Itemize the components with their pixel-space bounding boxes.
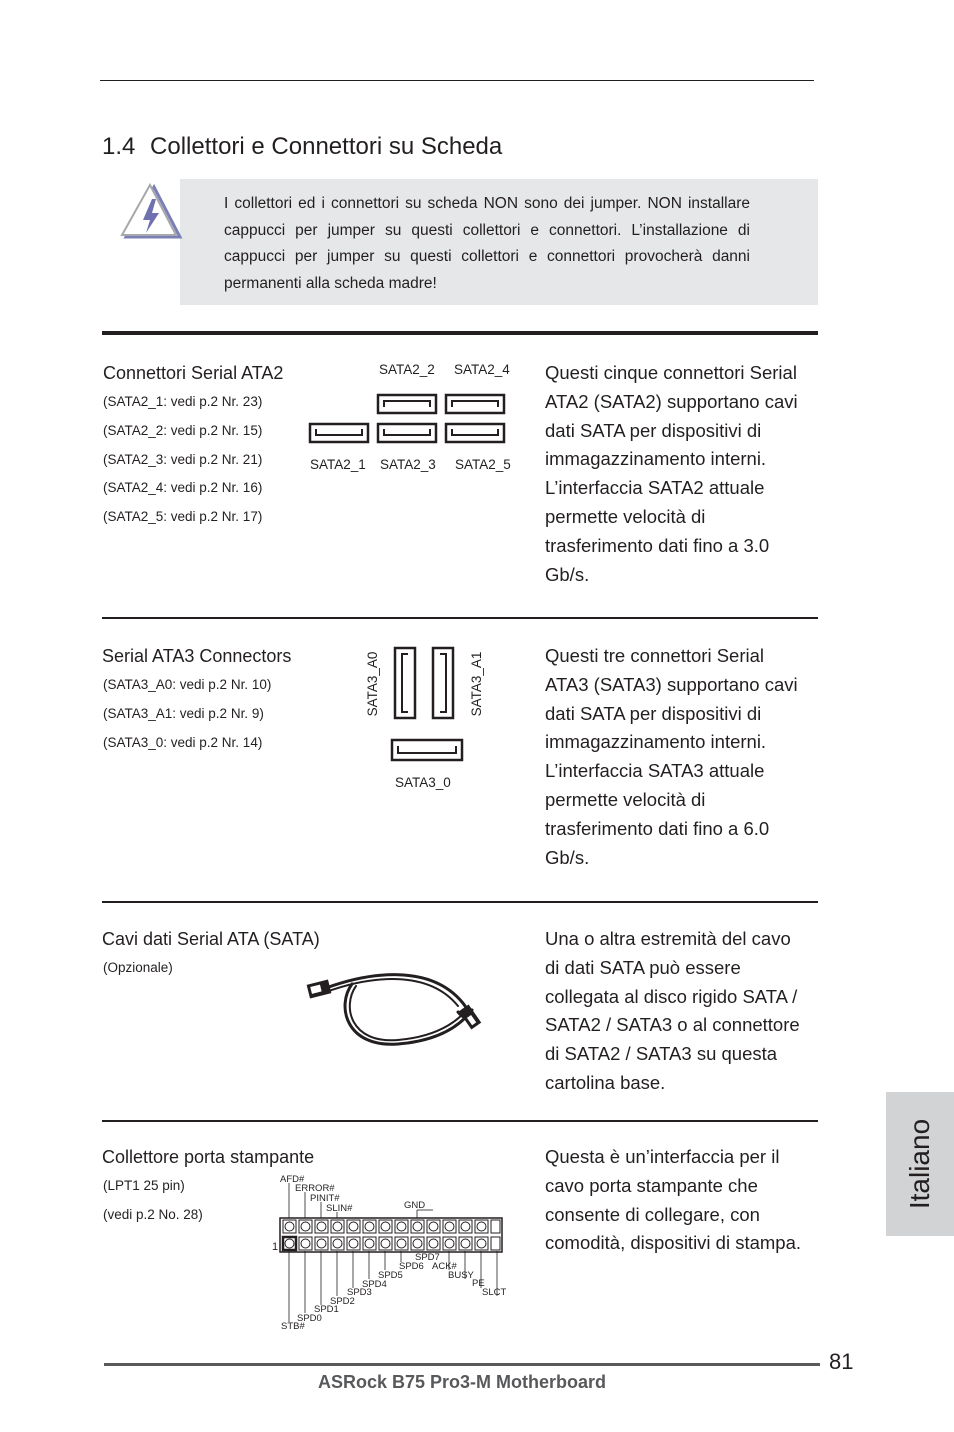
cable-description xyxy=(545,925,815,1098)
cable-left-plug xyxy=(307,980,332,999)
lpt-ref-2: (vedi p.2 No. 28) xyxy=(103,1207,203,1222)
pin-label-stb: STB# xyxy=(281,1321,305,1332)
sata3-a1-connector xyxy=(433,648,453,718)
pin-label-ack: ACK# xyxy=(432,1261,457,1272)
sata2-2-label: SATA2_2 xyxy=(379,362,435,377)
lpt-pin-row-bottom xyxy=(283,1237,500,1250)
sata2-desc-line: immagazzinamento interni. xyxy=(545,448,767,470)
sata2-ref-4: (SATA2_4: vedi p.2 Nr. 16) xyxy=(103,480,263,495)
sata3-0-connector xyxy=(392,740,462,760)
sata2-desc-line: permette velocità di xyxy=(545,505,706,527)
sata3-connectors-diagram xyxy=(362,644,492,794)
pin-label-spd5: SPD5 xyxy=(378,1270,403,1281)
pin-label-spd2: SPD2 xyxy=(330,1296,355,1307)
sata2-ref-1: (SATA2_1: vedi p.2 Nr. 23) xyxy=(103,394,263,409)
sata3-title: Serial ATA3 Connectors xyxy=(102,646,292,666)
footer-product-name: ASRock B75 Pro3-M Motherboard xyxy=(318,1372,607,1392)
pin-label-gnd: GND xyxy=(404,1200,426,1211)
section-title: Collettori e Connettori su Scheda xyxy=(150,133,503,160)
section-divider xyxy=(102,1120,818,1122)
sata3-desc-line: immagazzinamento interni. xyxy=(545,731,767,753)
sata2-connectors-diagram xyxy=(308,392,508,448)
pin-label-spd1: SPD1 xyxy=(314,1304,339,1315)
sata3-desc-line: permette velocità di xyxy=(545,788,706,810)
sata2-4-connector xyxy=(446,395,504,413)
pin-label-busy: BUSY xyxy=(448,1270,474,1281)
sata2-desc-line: Questi cinque connettori Serial xyxy=(545,362,797,383)
pin-label-spd6: SPD6 xyxy=(399,1261,424,1272)
pin-label-spd7: SPD7 xyxy=(415,1252,440,1263)
cable-desc-line: di dati SATA può essere xyxy=(545,956,741,978)
sata2-title: Connettori Serial ATA2 xyxy=(103,363,284,383)
pin-label-error: ERROR# xyxy=(295,1183,335,1194)
warning-icon xyxy=(120,183,184,243)
sata2-ref-3: (SATA2_3: vedi p.2 Nr. 21) xyxy=(103,452,263,467)
sata2-desc-line: L’interfaccia SATA2 attuale xyxy=(545,477,765,499)
sata2-ref-5: (SATA2_5: vedi p.2 Nr. 17) xyxy=(103,509,263,524)
sata2-description xyxy=(545,359,815,589)
sata2-ref-2: (SATA2_2: vedi p.2 Nr. 15) xyxy=(103,423,263,438)
sata3-a1-label: SATA3_A1 xyxy=(469,651,484,717)
cable-desc-line: cartolina base. xyxy=(545,1071,666,1093)
sata3-a0-label: SATA3_A0 xyxy=(365,651,380,717)
pin-label-spd0: SPD0 xyxy=(297,1313,322,1324)
sata3-desc-line: Gb/s. xyxy=(545,846,590,868)
section-divider xyxy=(102,617,818,619)
lpt-description xyxy=(545,1143,825,1258)
sata3-ref-2: (SATA3_A1: vedi p.2 Nr. 9) xyxy=(103,706,264,721)
page-number: 81 xyxy=(829,1349,854,1374)
section-heading xyxy=(102,133,510,161)
lpt-pin-row-top xyxy=(283,1220,500,1233)
sata-cable-illustration xyxy=(300,966,495,1050)
cable-desc-line: Una o altra estremità del cavo xyxy=(545,928,791,949)
section-divider xyxy=(102,901,818,903)
pin-label-pe: PE xyxy=(472,1278,485,1289)
lpt-desc-line: comodità, dispositivi di stampa. xyxy=(545,1232,802,1254)
cable-desc-line: SATA2 / SATA3 o al connettore xyxy=(545,1014,800,1036)
lpt-ref-1: (LPT1 25 pin) xyxy=(103,1178,185,1193)
sata2-desc-line: Gb/s. xyxy=(545,563,590,585)
sata3-desc-line: trasferimento dati fino a 6.0 xyxy=(545,817,770,839)
lpt-title: Collettore porta stampante xyxy=(102,1147,315,1167)
cable-desc-line: collegata al disco rigido SATA / xyxy=(545,985,798,1007)
sata3-desc-line: L’interfaccia SATA3 attuale xyxy=(545,760,765,782)
pin-label-spd3: SPD3 xyxy=(347,1287,372,1298)
pin-label-spd4: SPD4 xyxy=(362,1279,387,1290)
sata2-2-connector xyxy=(378,395,436,413)
lpt-desc-line: cavo porta stampante che xyxy=(545,1174,758,1196)
sata2-1-label: SATA2_1 xyxy=(310,457,366,472)
pin-label-pinit: PINIT# xyxy=(310,1193,340,1204)
sata2-desc-line: dati SATA per dispositivi di xyxy=(545,419,762,441)
sata2-desc-line: trasferimento dati fino a 3.0 xyxy=(545,534,770,556)
sata3-ref-1: (SATA3_A0: vedi p.2 Nr. 10) xyxy=(103,677,272,692)
cable-desc-line: di SATA2 / SATA3 su questa xyxy=(545,1043,778,1065)
lpt-desc-line: consente di collegare, con xyxy=(545,1203,760,1225)
lpt-desc-line: Questa è un’interfaccia per il xyxy=(545,1146,780,1167)
warning-note-text: I collettori ed i connettori su scheda NON sono dei jumper. NON installare cappucci per jumper su questi collettori e connettori. L’installazione di cappucci per jumper su questi collettori e connettori provocherà danni permanenti alla scheda madre! xyxy=(224,195,750,292)
language-side-tab xyxy=(886,1092,954,1236)
footer-rule xyxy=(104,1363,820,1366)
sata2-3-connector xyxy=(378,424,436,442)
sata3-desc-line: ATA3 (SATA3) supportano cavi xyxy=(545,673,798,695)
pin-label-slct: SLCT xyxy=(482,1287,507,1298)
sata3-description xyxy=(545,642,815,872)
sata3-ref-3: (SATA3_0: vedi p.2 Nr. 14) xyxy=(103,735,263,750)
pin1-marker: 1 xyxy=(272,1241,279,1253)
top-rule xyxy=(100,80,814,81)
pin-label-slin: SLIN# xyxy=(326,1203,353,1214)
cable-title: Cavi dati Serial ATA (SATA) xyxy=(102,929,320,949)
pin-label-afd: AFD# xyxy=(280,1174,305,1185)
sata2-5-connector xyxy=(446,424,504,442)
sata2-3-label: SATA2_3 xyxy=(380,457,436,472)
cable-ref: (Opzionale) xyxy=(103,960,173,975)
sata2-1-connector xyxy=(310,424,368,442)
lpt-header-diagram xyxy=(268,1170,513,1332)
sata2-desc-line: ATA2 (SATA2) supportano cavi xyxy=(545,390,798,412)
sata3-desc-line: Questi tre connettori Serial xyxy=(545,645,765,666)
sata2-5-label: SATA2_5 xyxy=(455,457,511,472)
section-divider-thick xyxy=(102,331,818,335)
sata2-4-label: SATA2_4 xyxy=(454,362,510,377)
sata3-desc-line: dati SATA per dispositivi di xyxy=(545,702,762,724)
sata3-0-label: SATA3_0 xyxy=(395,775,451,790)
language-tab-label: Italiano xyxy=(904,1118,935,1210)
sata3-a0-connector xyxy=(395,648,415,718)
section-number: 1.4 xyxy=(102,133,136,160)
